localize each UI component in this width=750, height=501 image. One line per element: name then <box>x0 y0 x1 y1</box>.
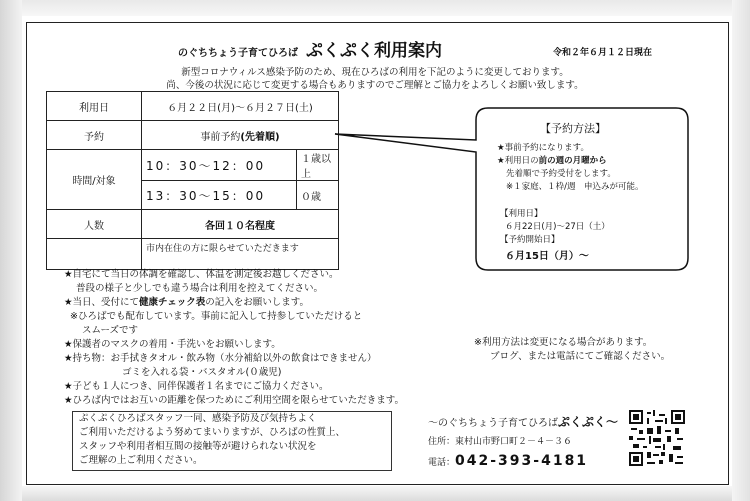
staff-line-4: ご理解の上ご利用ください。 <box>79 455 203 466</box>
bubble-title: 【予約方法】 <box>540 122 606 135</box>
reserve-label: 予約 <box>47 121 142 150</box>
period-value: ６月２２日(月)～６月２７日(土) <box>142 92 339 121</box>
note-3 <box>64 294 309 308</box>
issue-date: 令和２年６月１２日現在 <box>553 48 653 58</box>
note-10: ★ひろば内ではお互いの距離を保つためにご利用空間を限らせていただきます。 <box>64 395 404 406</box>
start-value: ６月15日（月）～ <box>505 251 589 262</box>
contact-address: 住所：東村山市野口町２－４－３６ <box>428 437 573 447</box>
time-slot-1: 10：30～12：00 <box>142 150 297 181</box>
note-1: ★自宅にて当日の体調を確認し、体温を測定後お越しください。 <box>64 269 339 280</box>
reserve-bold: (先着順) <box>240 131 280 143</box>
period-label: 利用日 <box>47 92 142 121</box>
bubble-line-2 <box>497 154 607 166</box>
bubble-line-4: ※１家庭、１枠/週 申込みが可能。 <box>506 182 644 192</box>
target-1: １歳以上 <box>297 150 339 181</box>
phone-number: 042-393-4181 <box>455 453 589 469</box>
target-2: ０歳 <box>297 181 339 210</box>
bubble-line-3: 先着順で予約受付をします。 <box>506 169 616 179</box>
staff-line-3: スタッフや利用者相互間の接触等が避けられない状況を <box>79 441 317 452</box>
people-value: 各回１０名程度 <box>142 210 339 239</box>
note-4: ※ひろばでも配布しています。事前に記入して持参していただけると <box>70 311 363 322</box>
note-5: スムーズです <box>82 325 139 336</box>
note-9: ★子ども１人につき、同伴保護者１名までにご協力ください。 <box>64 381 329 392</box>
qr-code-icon[interactable] <box>629 410 685 466</box>
reserve-value: 事前予約 <box>200 131 241 143</box>
time-slot-2: 13：30～15：00 <box>142 181 297 210</box>
staff-line-1: ぷくぷくひろばスタッフ一同、感染予防及び気持ちよく <box>79 413 317 424</box>
bubble-line-1: ★事前予約になります。 <box>497 143 589 153</box>
start-label: 【予約開始日】 <box>500 235 560 245</box>
note-7: ★持ち物：お手拭きタオル・飲み物（水分補給以外の飲食はできません） <box>64 353 377 364</box>
bubble-line-2-bold: 前の週の月曜から <box>538 156 607 166</box>
intro-line-1: 新型コロナウィルス感染予防のため、現在ひろばの利用を下記のように変更しております。 <box>181 67 569 78</box>
intro-line-2: 尚、今後の状況に応じて変更する場合もありますのでご理解とご協力をよろしくお願い致します。 <box>166 80 584 91</box>
page-title: ぷくぷく利用案内 <box>306 41 442 61</box>
contact-name-bold: ぷくぷく～ <box>558 415 619 429</box>
change-note-1: ※利用方法は変更になる場合があります。 <box>474 337 653 348</box>
people-label: 人数 <box>47 210 142 239</box>
change-note-2: ブログ、または電話にてご確認ください。 <box>490 351 671 362</box>
phone-label: 電話： <box>428 458 456 468</box>
usage-value: ６月22日(月)～27日（土） <box>505 222 610 232</box>
time-label: 時間/対象 <box>47 150 142 210</box>
note-3-bold: 健康チェック表 <box>139 297 206 308</box>
title-prefix: のぐちちょう子育てひろば <box>178 48 298 59</box>
note-3-prefix: ★当日、受付にて <box>64 297 140 308</box>
contact-name <box>428 413 618 430</box>
note-8: ゴミを入れる袋・バスタオル(０歳児) <box>122 367 282 378</box>
residents-note: 市内在住の方に限らせていただきます <box>142 239 339 270</box>
bubble-line-2-prefix: ★利用日の <box>497 156 539 166</box>
note-2: 普段の様子と少しでも違う場合は利用を控えてください。 <box>76 283 324 294</box>
usage-label: 【利用日】 <box>500 209 543 219</box>
note-6: ★保護者のマスクの着用・手洗いをお願いします。 <box>64 339 281 350</box>
contact-phone <box>428 453 588 469</box>
note-3-suffix: の記入をお願いします。 <box>205 297 309 308</box>
staff-line-2: ご利用いただけるよう努めてまいりますが、ひろばの性質上、 <box>79 427 346 438</box>
contact-name-prefix: ～のぐちちょう子育てひろば <box>428 418 558 429</box>
staff-message-box <box>72 411 392 471</box>
